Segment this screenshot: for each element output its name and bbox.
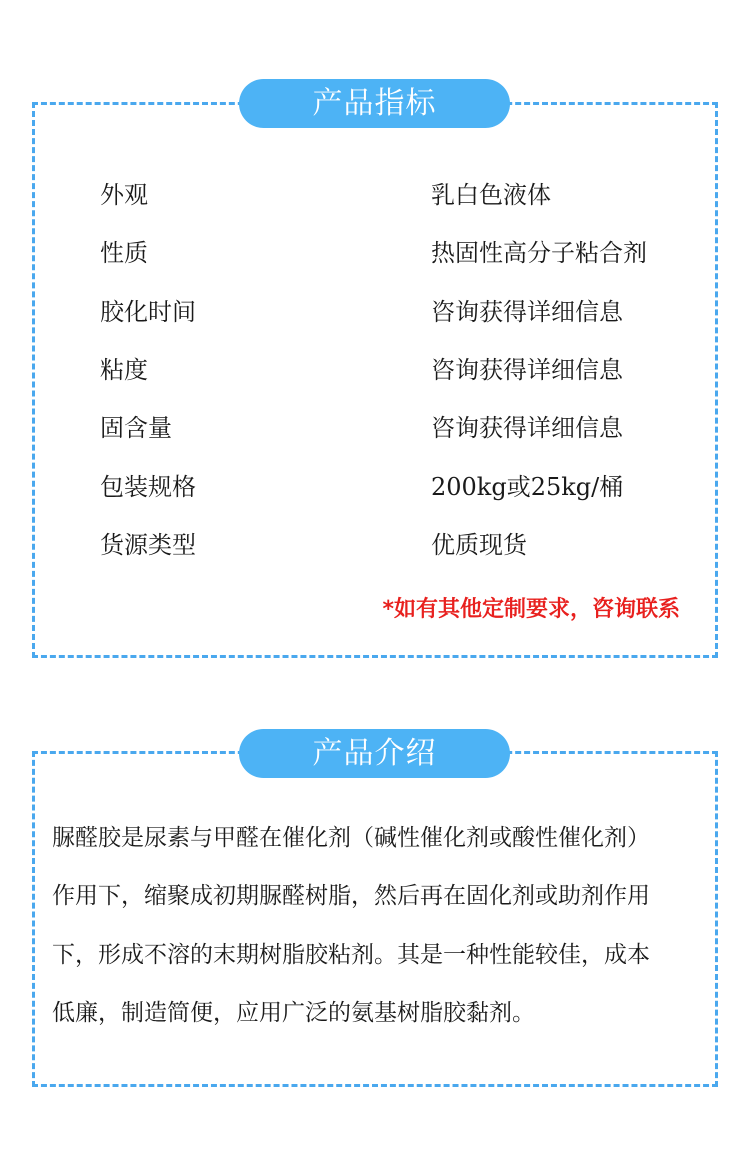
spec-label: 粘度 <box>100 356 148 384</box>
spec-value: 咨询获得详细信息 <box>431 414 623 442</box>
intro-paragraph-line: 低廉，制造简便，应用广泛的氨基树脂胶黏剂。 <box>52 1000 535 1026</box>
specs-title: 产品指标 <box>239 79 510 128</box>
spec-value: 优质现货 <box>431 531 527 559</box>
spec-label: 货源类型 <box>100 531 196 559</box>
intro-title: 产品介绍 <box>239 729 510 778</box>
spec-value: 乳白色液体 <box>431 181 551 209</box>
intro-panel <box>32 751 718 1087</box>
spec-row-viscosity <box>100 355 700 385</box>
intro-paragraph-line: 作用下，缩聚成初期脲醛树脂，然后再在固化剂或助剂作用 <box>52 883 650 909</box>
spec-value: 200kg或25kg/桶 <box>431 473 624 501</box>
spec-label: 固含量 <box>100 414 172 442</box>
spec-row-appearance <box>100 180 700 210</box>
intro-paragraph-line: 脲醛胶是尿素与甲醛在催化剂（碱性催化剂或酸性催化剂） <box>52 825 650 851</box>
spec-row-property <box>100 238 700 268</box>
spec-value: 咨询获得详细信息 <box>431 298 623 326</box>
spec-value: 热固性高分子粘合剂 <box>431 239 647 267</box>
spec-row-gel-time <box>100 297 700 327</box>
spec-label: 外观 <box>100 181 148 209</box>
spec-row-solid-content <box>100 413 700 443</box>
spec-label: 性质 <box>100 239 148 267</box>
spec-row-packaging <box>100 472 700 502</box>
intro-paragraph-line: 下，形成不溶的末期树脂胶粘剂。其是一种性能较佳，成本 <box>52 942 650 968</box>
spec-label: 包装规格 <box>100 473 196 501</box>
spec-row-supply-type <box>100 530 700 560</box>
custom-request-note: *如有其他定制要求，咨询联系 <box>382 597 680 622</box>
spec-value: 咨询获得详细信息 <box>431 356 623 384</box>
spec-label: 胶化时间 <box>100 298 196 326</box>
